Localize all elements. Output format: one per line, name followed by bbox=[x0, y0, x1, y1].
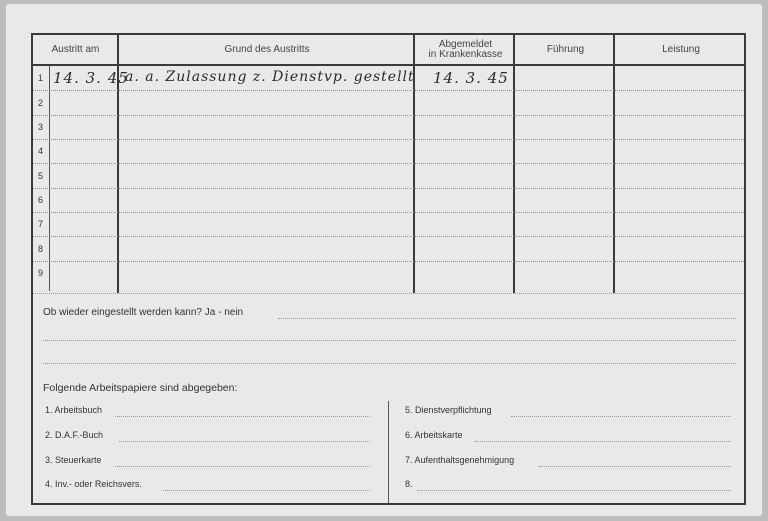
paper-item: 6. Arbeitskarte bbox=[405, 430, 463, 440]
row-line bbox=[33, 261, 744, 262]
row-number: 7 bbox=[38, 219, 44, 229]
dotted-line bbox=[115, 416, 370, 417]
entry-abgemeldet-date: 14. 3. 45 bbox=[433, 69, 509, 87]
header-abgemeldet-line1: Abgemeldet bbox=[438, 38, 493, 50]
work-record-card bbox=[6, 4, 762, 516]
dotted-line bbox=[119, 441, 370, 442]
column-divider bbox=[613, 35, 615, 293]
row-line bbox=[33, 139, 744, 140]
row-line bbox=[33, 212, 744, 213]
row-number: 2 bbox=[38, 98, 44, 108]
dotted-line bbox=[278, 318, 736, 319]
form-frame bbox=[31, 33, 746, 505]
row-number: 8 bbox=[38, 244, 44, 254]
row-number-divider bbox=[49, 66, 50, 291]
header-abgemeldet-line2: in Krankenkasse bbox=[428, 48, 503, 60]
header-grund-des-austritts: Grund des Austritts bbox=[224, 43, 310, 55]
header-divider bbox=[33, 64, 744, 66]
row-number: 5 bbox=[38, 171, 44, 181]
paper-item: 7. Aufenthaltsgenehmigung bbox=[405, 455, 515, 465]
row-line bbox=[33, 188, 744, 189]
header-leistung: Leistung bbox=[662, 43, 700, 55]
papers-divider bbox=[388, 401, 389, 503]
dotted-line bbox=[417, 490, 731, 491]
paper-item: 1. Arbeitsbuch bbox=[45, 405, 103, 415]
row-number: 3 bbox=[38, 122, 44, 132]
dotted-line bbox=[511, 416, 731, 417]
row-line bbox=[33, 163, 744, 164]
paper-item: 5. Dienstverpflichtung bbox=[405, 405, 492, 415]
dotted-line bbox=[163, 490, 370, 491]
dotted-line bbox=[115, 466, 370, 467]
row-number: 6 bbox=[38, 195, 44, 205]
row-number: 9 bbox=[38, 268, 44, 278]
dotted-line bbox=[43, 340, 736, 341]
table-bottom-line bbox=[33, 293, 744, 294]
work-papers-title: Folgende Arbeitspapiere sind abgegeben: bbox=[43, 382, 238, 394]
row-number: 4 bbox=[38, 146, 44, 156]
column-divider bbox=[513, 35, 515, 293]
header-austritt-am: Austritt am bbox=[51, 43, 100, 55]
row-number: 1 bbox=[38, 73, 44, 83]
header-fuehrung: Führung bbox=[546, 43, 585, 55]
dotted-line bbox=[539, 466, 731, 467]
paper-item: 4. Inv.- oder Reichsvers. bbox=[45, 479, 142, 489]
row-line bbox=[33, 236, 744, 237]
entry-reason: a. a. Zulassung z. Dienstvp. gestellt bbox=[125, 69, 415, 85]
dotted-line bbox=[475, 441, 731, 442]
row-line bbox=[33, 90, 744, 91]
paper-item: 8. bbox=[405, 479, 413, 489]
paper-item: 3. Steuerkarte bbox=[45, 455, 102, 465]
reemployment-question: Ob wieder eingestellt werden kann? Ja - nein bbox=[43, 307, 244, 318]
paper-item: 2. D.A.F.-Buch bbox=[45, 430, 104, 440]
row-line bbox=[33, 115, 744, 116]
header-abgemeldet bbox=[416, 35, 515, 64]
dotted-line bbox=[43, 363, 736, 364]
entry-austritt-date: 14. 3. 45 bbox=[53, 69, 129, 87]
